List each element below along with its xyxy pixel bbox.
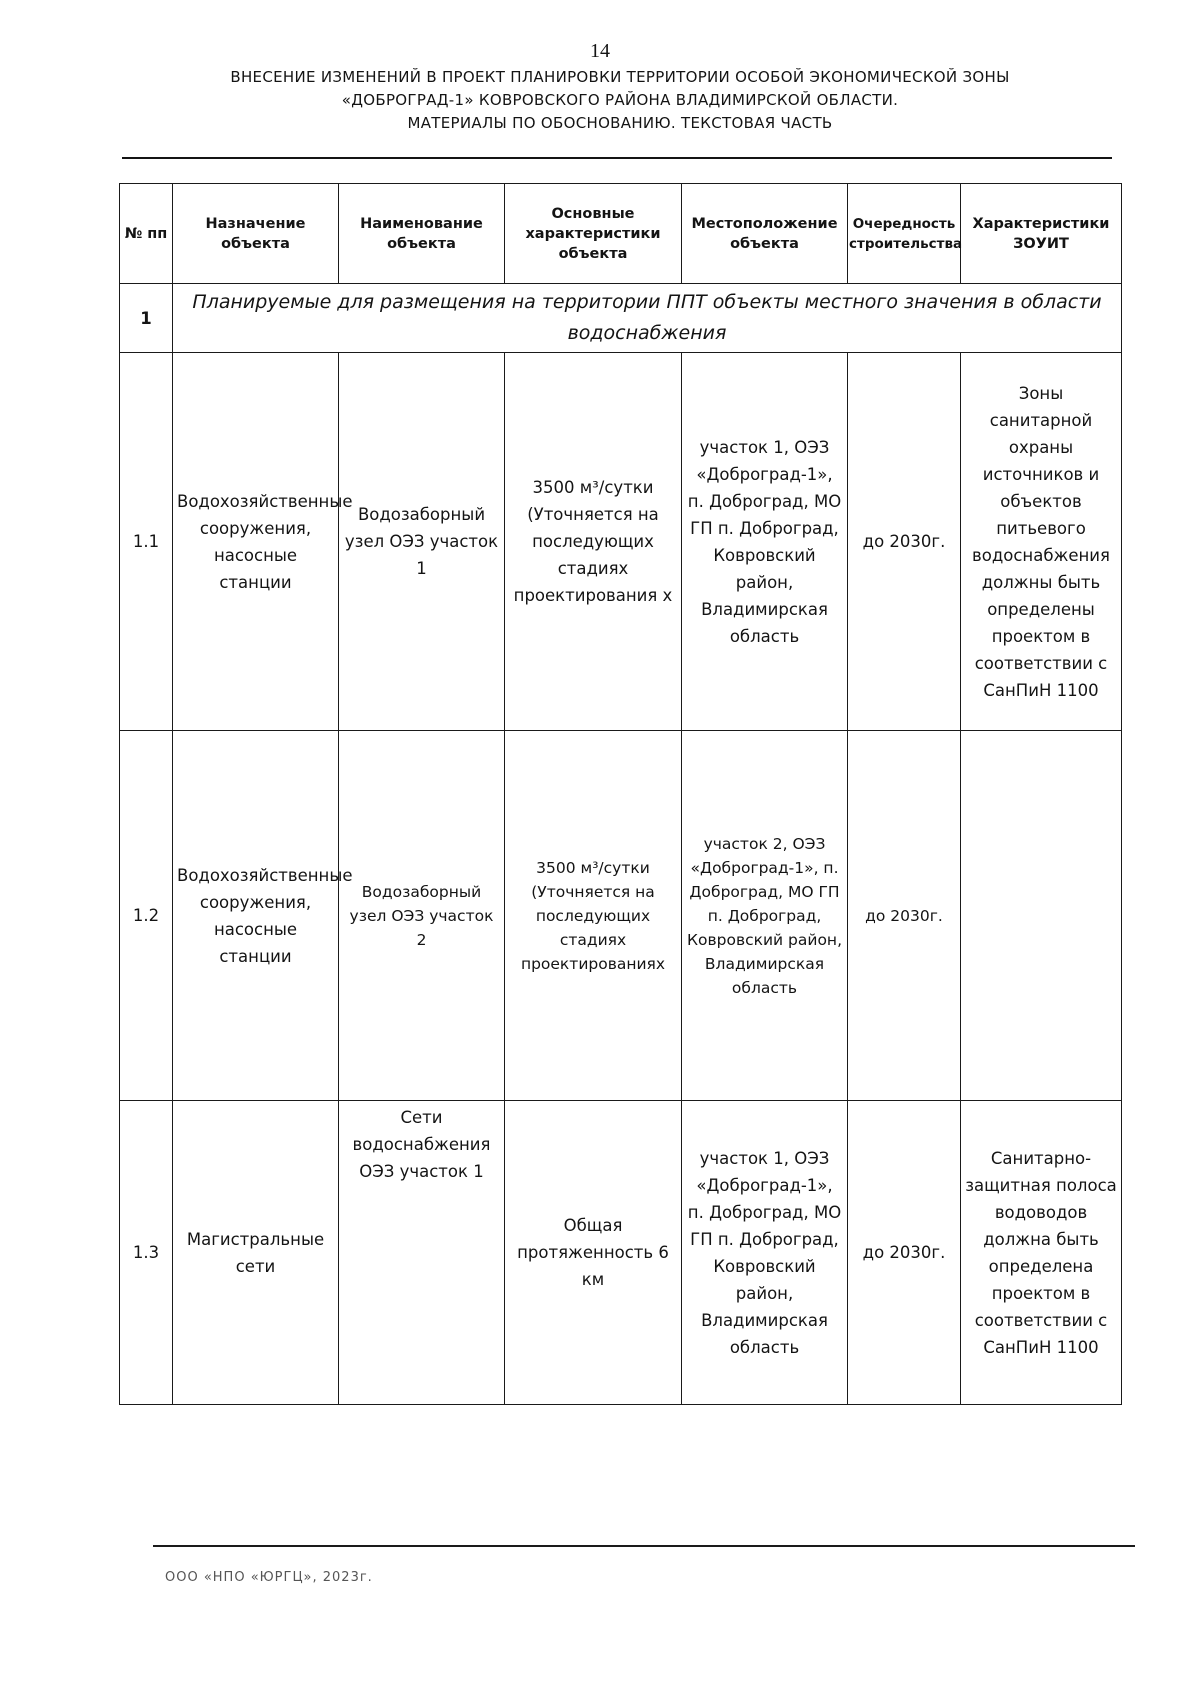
column-header-location: Местоположение объекта xyxy=(682,184,848,284)
row-purpose: Магистральные сети xyxy=(173,1101,339,1405)
row-characteristics: 3500 м³/сутки (Уточняется на последующих стадиях проектированиях xyxy=(505,731,682,1101)
header-line-1: ВНЕСЕНИЕ ИЗМЕНЕНИЙ В ПРОЕКТ ПЛАНИРОВКИ ТЕРРИТОРИИ ОСОБОЙ ЭКОНОМИЧЕСКОЙ ЗОНЫ xyxy=(230,68,1010,86)
row-name: Сети водоснабжения ОЭЗ участок 1 xyxy=(339,1101,505,1405)
column-header-zouit: Характеристики ЗОУИТ xyxy=(961,184,1122,284)
row-purpose: Водохозяйственные сооружения, насосные станции xyxy=(173,731,339,1101)
table-header-row xyxy=(120,184,1122,284)
row-term: до 2030г. xyxy=(848,353,961,731)
row-term: до 2030г. xyxy=(848,731,961,1101)
table-row xyxy=(120,1101,1122,1405)
row-characteristics: Общая протяженность 6 км xyxy=(505,1101,682,1405)
row-zouit xyxy=(961,731,1122,1101)
column-header-purpose: Назначение объекта xyxy=(173,184,339,284)
row-location: участок 1, ОЭЗ «Доброград-1», п. Доброград, МО ГП п. Доброград, Ковровский район, Владимирская область xyxy=(682,1101,848,1405)
header-line-3: МАТЕРИАЛЫ ПО ОБОСНОВАНИЮ. ТЕКСТОВАЯ ЧАСТЬ xyxy=(407,114,833,132)
column-header-num: № пп xyxy=(120,184,173,284)
row-number: 1.1 xyxy=(120,353,173,731)
row-number: 1.2 xyxy=(120,731,173,1101)
row-name: Водозаборный узел ОЭЗ участок 2 xyxy=(339,731,505,1101)
document-header xyxy=(130,66,1110,135)
section-row xyxy=(120,284,1122,353)
header-divider xyxy=(122,157,1112,159)
row-zouit: Зоны санитарной охраны источников и объектов питьевого водоснабжения должны быть определены проектом в соответствии с СанПиН 1100 xyxy=(961,353,1122,731)
header-line-2: «ДОБРОГРАД-1» КОВРОВСКОГО РАЙОНА ВЛАДИМИРСКОЙ ОБЛАСТИ. xyxy=(341,91,899,109)
section-number: 1 xyxy=(120,284,173,353)
table-row xyxy=(120,353,1122,731)
column-header-name: Наименование объекта xyxy=(339,184,505,284)
footer-company: ООО «НПО «ЮРГЦ», 2023г. xyxy=(165,1570,373,1585)
row-characteristics: 3500 м³/сутки (Уточняется на последующих стадиях проектирования х xyxy=(505,353,682,731)
page-number: 14 xyxy=(590,40,610,62)
footer-divider xyxy=(153,1545,1135,1547)
row-purpose: Водохозяйственные сооружения, насосные станции xyxy=(173,353,339,731)
table-row xyxy=(120,731,1122,1101)
column-header-characteristics: Основные характеристики объекта xyxy=(505,184,682,284)
column-header-term: Очередность строительства xyxy=(848,184,961,284)
row-location: участок 2, ОЭЗ «Доброград-1», п. Доброград, МО ГП п. Доброград, Ковровский район, Владимирская область xyxy=(682,731,848,1101)
row-term: до 2030г. xyxy=(848,1101,961,1405)
row-zouit: Санитарно-защитная полоса водоводов должна быть определена проектом в соответствии с СанПиН 1100 xyxy=(961,1101,1122,1405)
row-number: 1.3 xyxy=(120,1101,173,1405)
row-location: участок 1, ОЭЗ «Доброград-1», п. Доброград, МО ГП п. Доброград, Ковровский район, Владимирская область xyxy=(682,353,848,731)
row-name: Водозаборный узел ОЭЗ участок 1 xyxy=(339,353,505,731)
objects-table xyxy=(119,183,1122,1405)
section-title: Планируемые для размещения на территории ППТ объекты местного значения в области водоснабжения xyxy=(173,284,1122,353)
